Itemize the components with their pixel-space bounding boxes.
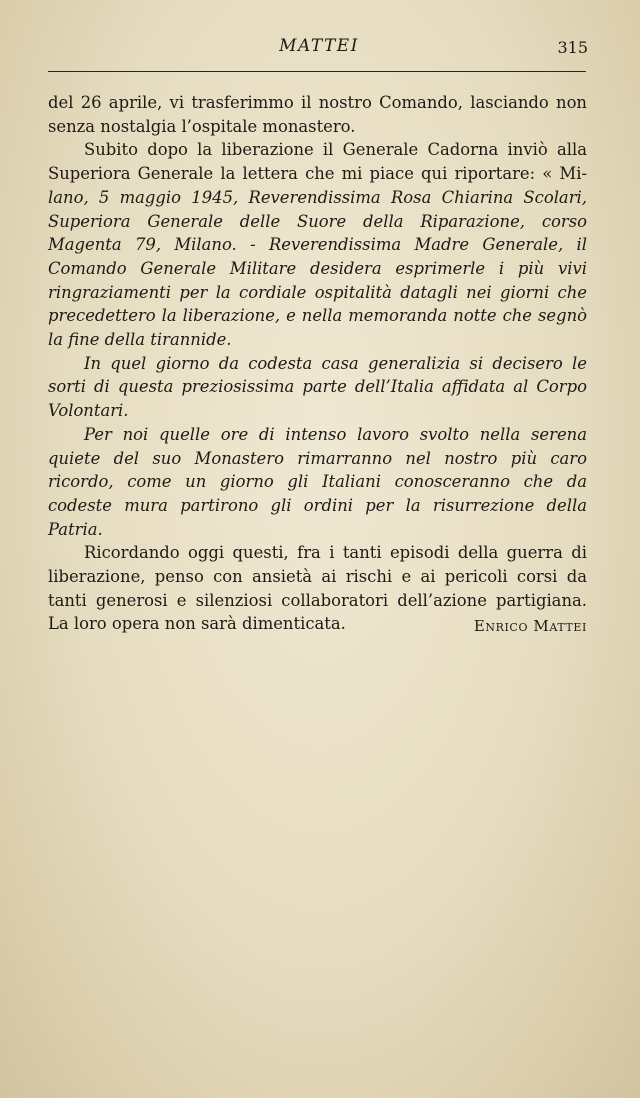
running-head (48, 36, 590, 66)
paragraph-3: In quel giorno da codesta casa generalizia si decisero le sorti di questa preziosissima parte dell’Italia affidata al Corpo Volontari. (48, 353, 587, 421)
letter-opening: lano, 5 maggio 1945, Reverendissima Rosa Chiarina Scolari, Superiora Generale delle Suore della Riparazione, corso Magenta 79, Milano. - Reverendissima Madre Generale, il Comando Generale Militare desidera esprimerle i più vivi ringraziamenti per la cordiale ospitalità datagli nei giorni che precedettero la liberazione, e nella memoranda notte che segnò la fine della tirannide. (48, 187, 587, 350)
paragraph-1: del 26 aprile, vi trasferimmo il nostro Comando, lasciando non senza nostalgia l’ospitale monastero. (48, 93, 587, 136)
running-head-title: MATTEI (279, 36, 359, 56)
header-rule (48, 71, 586, 72)
paragraph-4: Per noi quelle ore di intenso lavoro svolto nella serena quiete del suo Monastero rimarranno nel nostro più caro ricordo, come un giorno gli Italiani conosceranno che da codeste mura partirono gli ordini per la risurrezione della Patria. (48, 424, 587, 539)
paragraph-2-text: Subito dopo la liberazione il Generale Cadorna inviò alla Superiora Generale la lettera che mi piace qui riportare: « Mi- (48, 140, 587, 184)
signature: Enrico Mattei (473, 617, 587, 635)
body-text (48, 91, 587, 636)
page-number: 315 (557, 38, 588, 57)
paragraph-2 (48, 138, 587, 351)
paragraph-5: Ricordando oggi questi, fra i tanti episodi della guerra di liberazione, penso con ansietà ai rischi e ai pericoli corsi da tanti generosi e silenziosi collaboratori dell’azione partigiana. La loro opera non sarà dimenticata. (48, 543, 587, 634)
